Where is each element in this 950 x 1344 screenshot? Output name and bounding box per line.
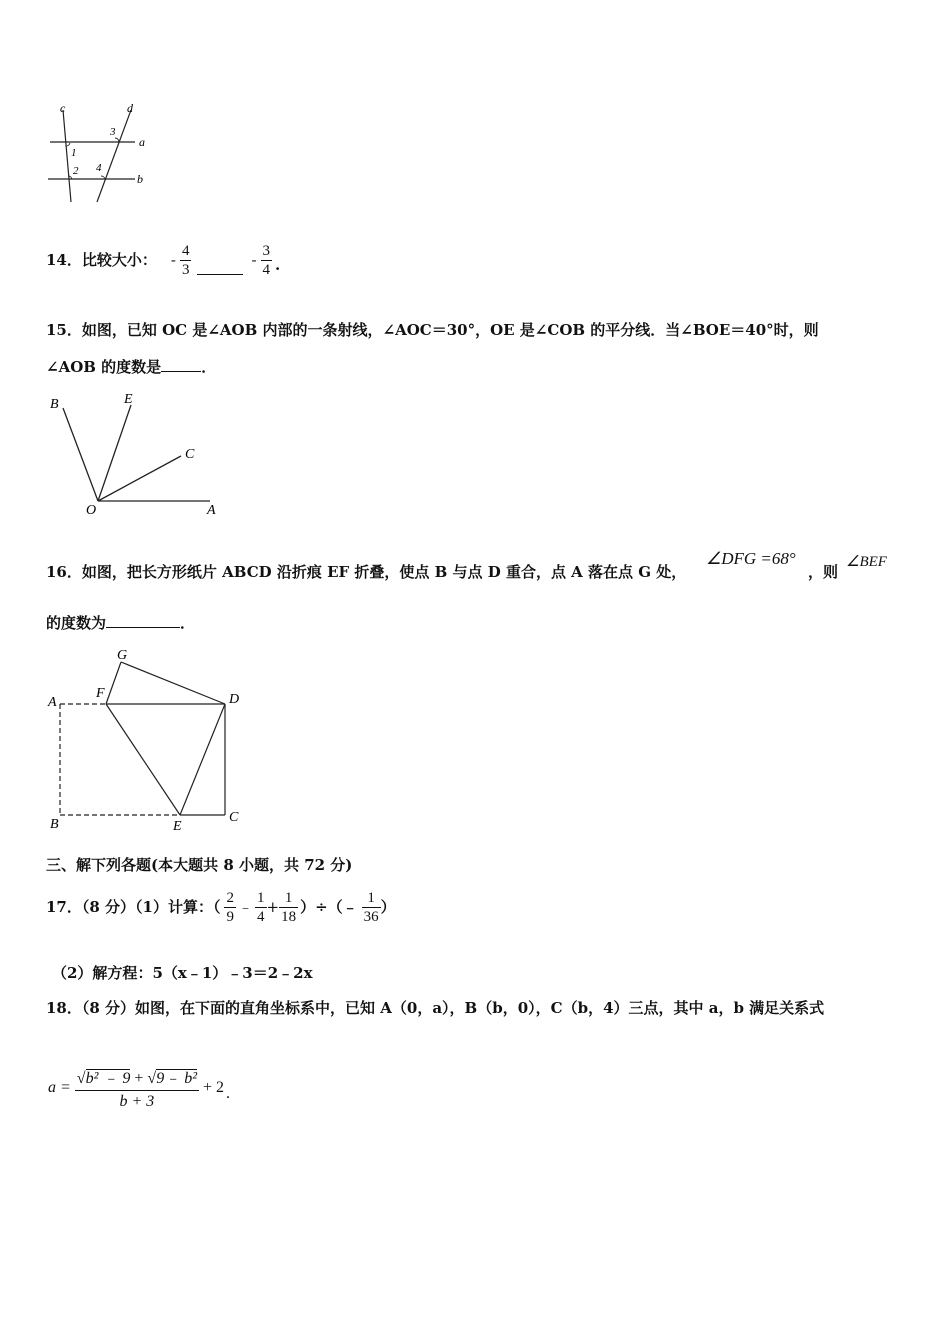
angle-bef-asked: ∠BEF <box>846 554 887 570</box>
label-a: a <box>139 135 145 149</box>
ray-OE <box>98 405 131 501</box>
formula-end: . <box>226 1085 231 1102</box>
angle-arc-3 <box>115 138 119 142</box>
angle-figure <box>40 388 230 520</box>
question-14 <box>46 236 280 284</box>
question-17-tail: ） <box>380 898 396 916</box>
question-16-end: ． <box>180 614 196 632</box>
label-B: B <box>50 397 59 412</box>
minus-sign: ﹣ <box>237 898 253 916</box>
section-3-title: 三、解下列各题(本大题共 8 小题，共 72 分) <box>46 856 353 874</box>
sqrt-sign-icon: √ <box>147 1070 157 1087</box>
question-17-head: 17．（8 分）（1）计算：（ <box>46 898 221 916</box>
label-B: B <box>50 817 59 832</box>
label-G: G <box>117 648 128 663</box>
angle-dfg-given: ∠DFG =68° <box>706 549 796 568</box>
radicand-2: 9﹣ b² <box>156 1070 198 1087</box>
formula-lhs: a = <box>48 1079 71 1096</box>
question-15-line2 <box>46 357 216 377</box>
ray-OB <box>63 408 98 501</box>
answer-blank-14[interactable] <box>197 260 243 275</box>
label-F: F <box>96 686 105 701</box>
fraction-4-3 <box>180 242 192 279</box>
fraction-denominator: 36 <box>363 908 379 925</box>
formula-plus: + <box>134 1070 144 1087</box>
fraction-1-4 <box>255 889 267 926</box>
fraction-numerator: 4 <box>181 242 190 259</box>
minus-sign-2: - <box>251 251 257 269</box>
edge-ED <box>180 704 225 815</box>
line-c <box>63 110 71 202</box>
question-14-prompt: 比较大小： <box>81 251 157 269</box>
minus-sign-1: - <box>170 251 176 269</box>
label-4: 4 <box>96 162 102 174</box>
sqrt-sign-icon: √ <box>76 1070 86 1087</box>
question-17-mid: ）÷（﹣ <box>300 898 358 916</box>
formula-a <box>48 1058 230 1118</box>
fraction-numerator: 1 <box>362 889 381 908</box>
question-16-line2 <box>46 613 195 633</box>
fraction-denominator: 3 <box>181 261 190 278</box>
label-b: b <box>137 172 143 186</box>
label-A: A <box>207 503 216 518</box>
formula-tail: + 2 <box>203 1079 225 1096</box>
edge-GD <box>121 662 225 704</box>
question-16-text: 16．如图，把长方形纸片 ABCD 沿折痕 EF 折叠，使点 B 与点 D 重合，点 A 落在点 G 处， <box>46 563 687 581</box>
label-d: d <box>127 101 133 115</box>
fraction-denominator: 4 <box>257 908 265 925</box>
formula-denominator: b + 3 <box>119 1093 155 1110</box>
question-16-line1 <box>46 562 686 582</box>
fold-EF <box>106 704 180 815</box>
fraction-denominator: 4 <box>262 261 271 278</box>
fraction-denominator: 18 <box>281 908 297 925</box>
label-c: c <box>60 101 66 115</box>
answer-blank-16[interactable] <box>106 613 180 628</box>
plus-sign: + <box>266 898 280 916</box>
fraction-1-18 <box>279 889 298 926</box>
label-E: E <box>124 392 133 407</box>
label-C: C <box>185 447 195 462</box>
question-16-line2-text: 的度数为 <box>46 614 107 632</box>
label-O: O <box>86 503 97 518</box>
line-d <box>97 110 131 202</box>
folded-rectangle-figure <box>40 640 260 840</box>
label-A: A <box>48 695 57 710</box>
label-1: 1 <box>71 147 77 159</box>
question-17-part2: （2）解方程：5（x﹣1）﹣3＝2﹣2x <box>52 964 313 982</box>
label-C: C <box>229 810 239 825</box>
fraction-numerator: 3 <box>262 242 271 259</box>
fraction-numerator: 1 <box>257 889 265 906</box>
question-16-then: ，则 <box>808 563 839 581</box>
question-18-text: 18．（8 分）如图，在下面的直角坐标系中，已知 A（0，a），B（b，0），C（b，4）三点，其中 a，b 满足关系式 <box>46 999 825 1017</box>
fraction-1-36 <box>362 889 381 926</box>
fraction-numerator: 2 <box>226 889 234 906</box>
ray-OC <box>98 456 181 501</box>
question-14-end: . <box>275 256 281 274</box>
fraction-numerator: 1 <box>279 889 298 908</box>
label-D: D <box>229 692 240 707</box>
radicand-1: b² ﹣ 9 <box>85 1070 131 1087</box>
question-15-end: ． <box>201 358 217 376</box>
label-2: 2 <box>73 165 79 177</box>
question-14-number: 14． <box>46 251 82 269</box>
label-3: 3 <box>110 126 116 138</box>
formula-numerator <box>75 1065 199 1091</box>
question-17-part1 <box>46 882 396 932</box>
answer-blank-15[interactable] <box>161 357 201 372</box>
question-15-line1: 15．如图，已知 OC 是∠AOB 内部的一条射线，∠AOC＝30°，OE 是∠COB 的平分线．当∠BOE＝40°时，则 <box>46 321 819 339</box>
parallel-lines-figure <box>40 98 160 208</box>
fraction-2-9 <box>224 889 236 926</box>
formula-fraction <box>75 1065 199 1111</box>
fraction-3-4 <box>261 242 273 279</box>
question-15-line2-text: ∠AOB 的度数是 <box>46 358 162 376</box>
edge-FG <box>106 662 121 704</box>
label-E: E <box>173 819 182 834</box>
fraction-denominator: 9 <box>226 908 234 925</box>
